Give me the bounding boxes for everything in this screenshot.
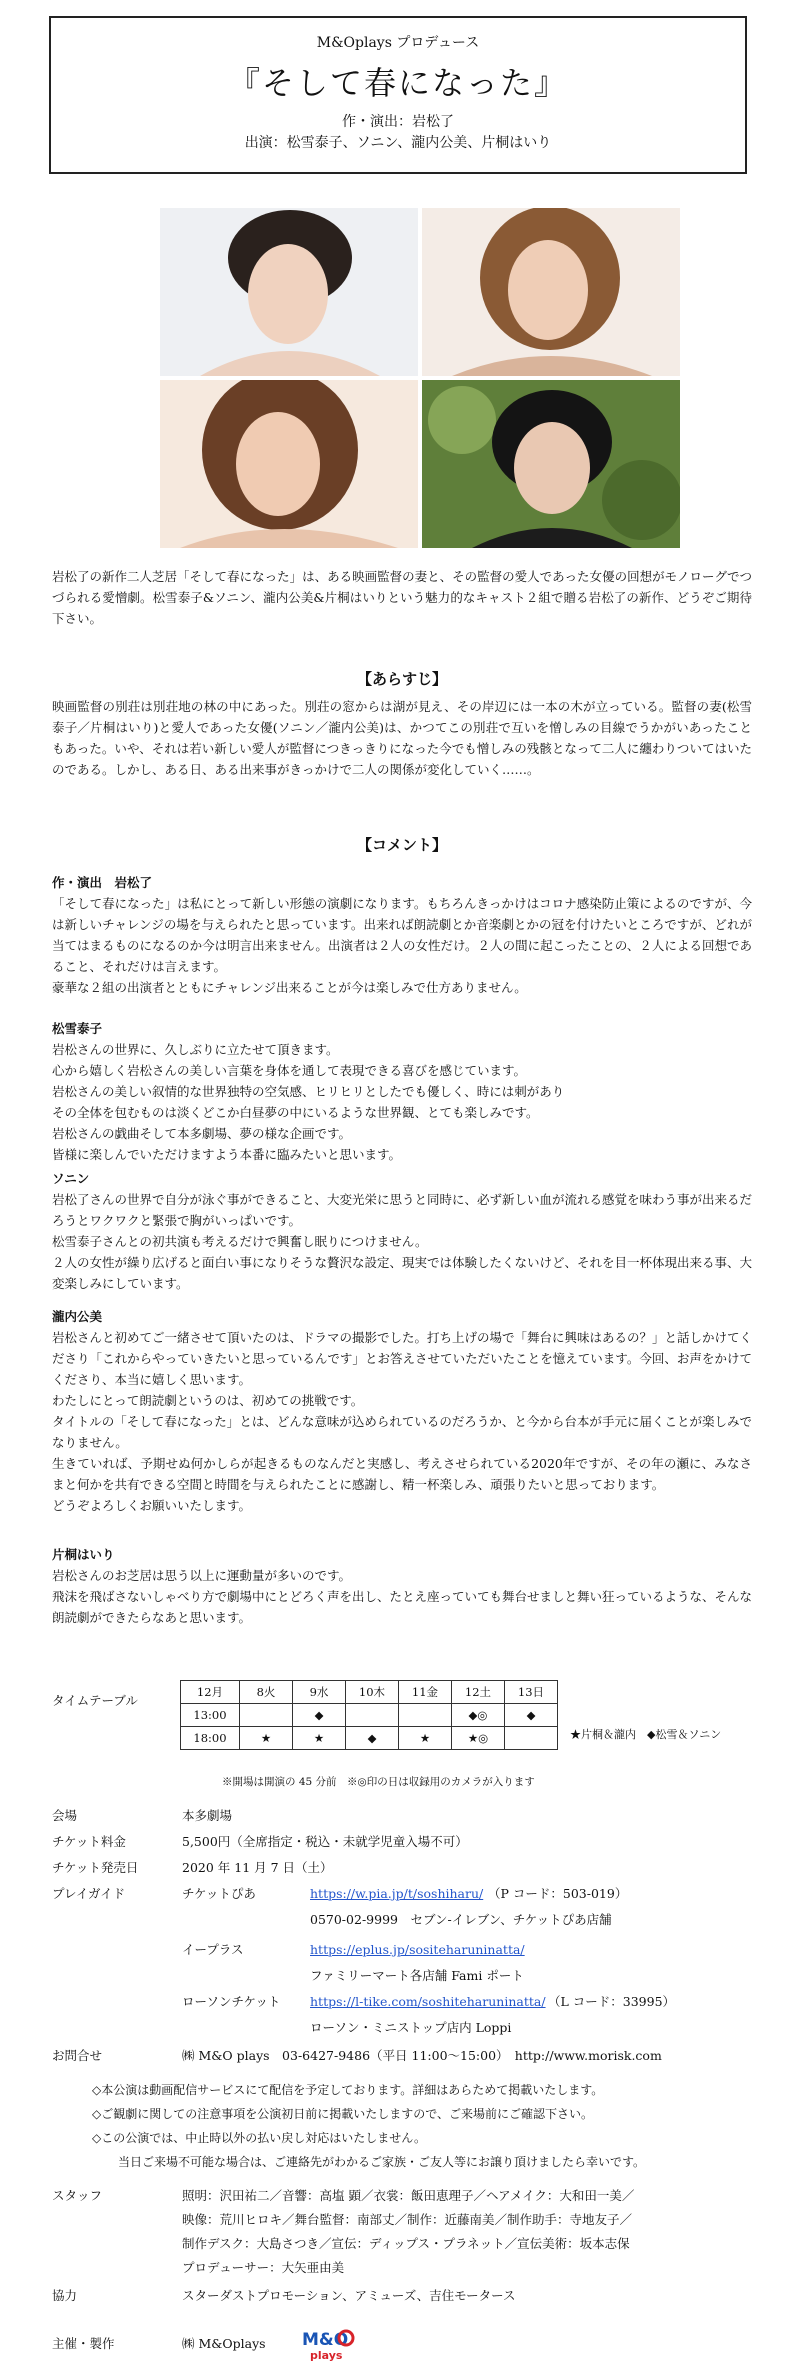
timetable-cell xyxy=(399,1704,452,1727)
comment-sonim xyxy=(52,1168,752,1294)
venue-value: 本多劇場 xyxy=(182,1808,233,1823)
page-title: 『そして春になった』 xyxy=(227,64,568,102)
timetable-legend: ★片桐＆瀧内 ◆松雪＆ソニン xyxy=(570,1728,722,1741)
notice-item: ◇ご観劇に関しての注意事項を公演初日前に掲載いたしますので、ご来場前にご確認下さい。 xyxy=(92,2107,593,2121)
comment-takiuchi xyxy=(52,1306,752,1516)
comment-name: 松雪泰子 xyxy=(52,1021,103,1036)
notices xyxy=(92,2078,645,2174)
timetable-header-cell: 8火 xyxy=(240,1681,293,1704)
staff-line: 映像：荒川ヒロキ／舞台監督：南部丈／制作：近藤南美／制作助手：寺地友子／ xyxy=(182,2212,633,2227)
pia-name: チケットぴあ xyxy=(182,1886,256,1901)
comment-text: 岩松さんと初めてご一緒させて頂いたのは、ドラマの撮影でした。打ち上げの場で「舞台に興味はあるの？」と話しかけてくださり「これからやっていきたいと思っているんです」とお答えさせていただいたことを憶えています。今回、お声をかけてくださり、本当に嬉しく思います。 わたしにとって朗読劇というのは、初めての挑戦です。 タイトルの「そして春になった」とは、どんな意味が込められているのだろうか、と今から台本が手元に届くことが楽しみでなりません。 生きていれば、予期せぬ何かしらが起きるものなんだと実感し、考えさせられている2020年ですが、その年の瀬に、みなさまと何かを共有できる空間と時間を与えられたことに感謝し、精一杯楽しみ、頑張りたいと思っております。 どうぞよろしくお願いいたします。 xyxy=(52,1330,753,1513)
cooperation-label: 協力 xyxy=(52,2288,78,2303)
timetable-header-cell: 10木 xyxy=(346,1681,399,1704)
comment-name: 作・演出 岩松了 xyxy=(52,875,153,890)
lawson-name: ローソンチケット xyxy=(182,1994,281,2009)
staff-line: 制作デスク：大島さつき／宣伝：ディップス・プラネット／宣伝美術：坂本志保 xyxy=(182,2236,630,2251)
timetable-header-cell: 12月 xyxy=(181,1681,240,1704)
timetable-cell: ★ xyxy=(293,1727,346,1750)
notice-item: 当日ご来場不可能な場合は、ご連絡先がわかるご家族・ご友人等にお譲り頂けましたら幸いです。 xyxy=(118,2155,646,2169)
cast-photo-4 xyxy=(422,380,680,548)
author-credit: 作・演出：岩松了 xyxy=(342,114,454,130)
pia-phone: 0570-02-9999 セブン-イレブン、チケットぴあ店舗 xyxy=(310,1912,612,1927)
comment-name: ソニン xyxy=(52,1171,90,1186)
intro-text xyxy=(52,566,752,629)
comment-name: 片桐はいり xyxy=(52,1547,115,1562)
cast-photo-1 xyxy=(160,208,418,376)
timetable-cell: ◆ xyxy=(346,1727,399,1750)
cooperation-value: スターダストプロモーション、アミューズ、吉住モータース xyxy=(182,2288,516,2303)
timetable-cell xyxy=(346,1704,399,1727)
release-label: チケット発売日 xyxy=(52,1860,139,1875)
cast-photo-3 xyxy=(160,380,418,548)
synopsis-paragraph: 映画監督の別荘は別荘地の林の中にあった。別荘の窓からは湖が見え、その岸辺には一本の木が立っている。監督の妻(松雪泰子／片桐はいり)と愛人であった女優(ソニン／瀧内公美)は、かつてこの別荘で互いを憎しみの目線でうかがいあったこともあった。いや、それは若い新しい愛人が監督につきっきりになった今でも憎しみの残骸となって二人に纏わりついてはいたのである。しかし、ある日、ある出来事がきっかけで二人の関係が変化していく……。 xyxy=(52,699,752,777)
timetable-header-row xyxy=(181,1681,558,1704)
timetable-cell: ★ xyxy=(399,1727,452,1750)
pia-link[interactable]: https://w.pia.jp/t/soshiharu/ xyxy=(310,1886,484,1901)
timetable xyxy=(180,1680,558,1750)
comment-text: 「そして春になった」は私にとって新しい形態の演劇になります。もちろんきっかけはコロナ感染防止策によるのですが、今は新しいチャレンジの場を与えられたと思っています。出来れば朗読劇とか音楽劇とかの冠を付けたいところですが、どれが当てはまるものになるのか今は明言出来ません。出演者は２人の女性だけ。２人の間に起こったことの、２人による回想であること、それだけは言えます。 豪華な２組の出演者とともにチャレンジ出来ることが今は楽しみで仕方ありません。 xyxy=(52,896,752,995)
timetable-cell: ◆◎ xyxy=(452,1704,505,1727)
timetable-cell: ★◎ xyxy=(452,1727,505,1750)
staff-line: 照明：沢田祐二／音響：高塩 顕／衣裳：飯田恵理子／ヘアメイク：大和田一美／ xyxy=(182,2188,635,2203)
playguide-label: プレイガイド xyxy=(52,1886,126,1901)
eplus-store: ファミリーマート各店舗 Fami ポート xyxy=(310,1968,524,1983)
timetable-time-cell: 13:00 xyxy=(181,1704,240,1727)
intro-paragraph: 岩松了の新作二人芝居「そして春になった」は、ある映画監督の妻と、その監督の愛人であった女優の回想がモノローグでつづられる愛憎劇。松雪泰子&ソニン、瀧内公美&片桐はいりという魅力的なキャスト２組で贈る岩松了の新作、どうぞご期待下さい。 xyxy=(52,569,752,626)
pia-code: （P コード：503-019） xyxy=(488,1886,628,1901)
cast-credit: 出演：松雪泰子、ソニン、瀧内公美、片桐はいり xyxy=(244,135,552,151)
timetable-cell: ★ xyxy=(240,1727,293,1750)
synopsis-text xyxy=(52,696,752,780)
comment-text: 岩松さんの世界に、久しぶりに立たせて頂きます。 心から嬉しく岩松さんの美しい言葉を身体を通して表現できる喜びを感じています。 岩松さんの美しい叙情的な世界独特の空気感、ヒリヒリとしたでも優しく、時には刺があり その全体を包むものは淡くどこか白昼夢の中にいるような世界観、とても楽しみです。 岩松さんの戯曲そして本多劇場、夢の様な企画です。 皆様に楽しんでいただけますよう本番に臨みたいと思います。 xyxy=(52,1042,565,1162)
comment-text: 岩松さんのお芝居は思う以上に運動量が多いのです。 飛沫を飛ばさないしゃべり方で劇場中にとどろく声を出し、たとえ座っていても舞台せましと舞い狂っているような、そんな朗読劇ができたらなあと思います。 xyxy=(52,1568,753,1625)
cast-photo-grid xyxy=(160,208,680,548)
timetable-note: ※開場は開演の 45 分前 ※◎印の日は収録用のカメラが入ります xyxy=(222,1776,535,1788)
eplus-link[interactable]: https://eplus.jp/sositeharuninatta/ xyxy=(310,1942,525,1957)
timetable-label: タイムテーブル xyxy=(52,1693,138,1708)
lawson-store: ローソン・ミニストップ店内 Loppi xyxy=(310,2020,512,2035)
timetable-row xyxy=(181,1704,558,1727)
comment-matsuyuki xyxy=(52,1018,752,1165)
producer-line: M&Oplays プロデュース xyxy=(316,35,480,51)
comment-name: 瀧内公美 xyxy=(52,1309,103,1324)
timetable-header-cell: 11金 xyxy=(399,1681,452,1704)
notice-item: ◇本公演は動画配信サービスにて配信を予定しております。詳細はあらためて掲載いたします。 xyxy=(92,2083,604,2097)
logo-text-top: M&O xyxy=(302,2330,349,2350)
timetable-cell: ◆ xyxy=(505,1704,558,1727)
staff-label: スタッフ xyxy=(52,2188,103,2203)
timetable-header-cell: 12土 xyxy=(452,1681,505,1704)
timetable-cell: ◆ xyxy=(293,1704,346,1727)
timetable-row xyxy=(181,1727,558,1750)
timetable-cell xyxy=(240,1704,293,1727)
comment-text: 岩松了さんの世界で自分が泳ぐ事ができること、大変光栄に思うと同時に、必ず新しい血が流れる感覚を味わう事が出来るだろうとワクワクと緊張で胸がいっぱいです。 松雪泰子さんとの初共演も考えるだけで興奮し眠りにつけません。 ２人の女性が繰り広げると面白い事になりそうな贅沢な設定、現実では体験したくないけど、それを目一杯体現出来る事、大変楽しみにしています。 xyxy=(52,1192,753,1291)
comments-heading: 【コメント】 xyxy=(356,836,447,854)
eplus-name: イープラス xyxy=(182,1942,244,1957)
timetable-header-cell: 13日 xyxy=(505,1681,558,1704)
notice-item: ◇この公演では、中止時以外の払い戻し対応はいたしません。 xyxy=(92,2131,426,2145)
mo-plays-logo xyxy=(298,2327,362,2363)
contact-label: お問合せ xyxy=(52,2048,103,2063)
organizer-label: 主催・製作 xyxy=(52,2336,115,2351)
comment-katagiri xyxy=(52,1544,752,1628)
logo-text-bottom: plays xyxy=(310,2349,343,2362)
venue-label: 会場 xyxy=(52,1808,78,1823)
release-value: 2020 年 11 月 7 日（土） xyxy=(182,1860,333,1875)
comment-iwamatsu xyxy=(52,872,752,998)
synopsis-heading: 【あらすじ】 xyxy=(356,670,447,688)
title-box xyxy=(49,16,747,174)
timetable-header-cell: 9水 xyxy=(293,1681,346,1704)
organizer-value: ㈱ M&Oplays xyxy=(182,2336,266,2351)
lawson-link[interactable]: https://l-tike.com/soshiteharuninatta/ xyxy=(310,1994,546,2009)
staff-line: プロデューサー：大矢亜由美 xyxy=(182,2260,345,2275)
timetable-time-cell: 18:00 xyxy=(181,1727,240,1750)
contact-value: ㈱ M&O plays 03-6427-9486（平日 11:00～15:00） http://www.morisk.com xyxy=(182,2048,662,2063)
timetable-cell xyxy=(505,1727,558,1750)
cast-photo-2 xyxy=(422,208,680,376)
lawson-code: （L コード：33995） xyxy=(548,1994,676,2009)
price-label: チケット料金 xyxy=(52,1834,126,1849)
price-value: 5,500円（全席指定・税込・未就学児童入場不可） xyxy=(182,1834,468,1849)
